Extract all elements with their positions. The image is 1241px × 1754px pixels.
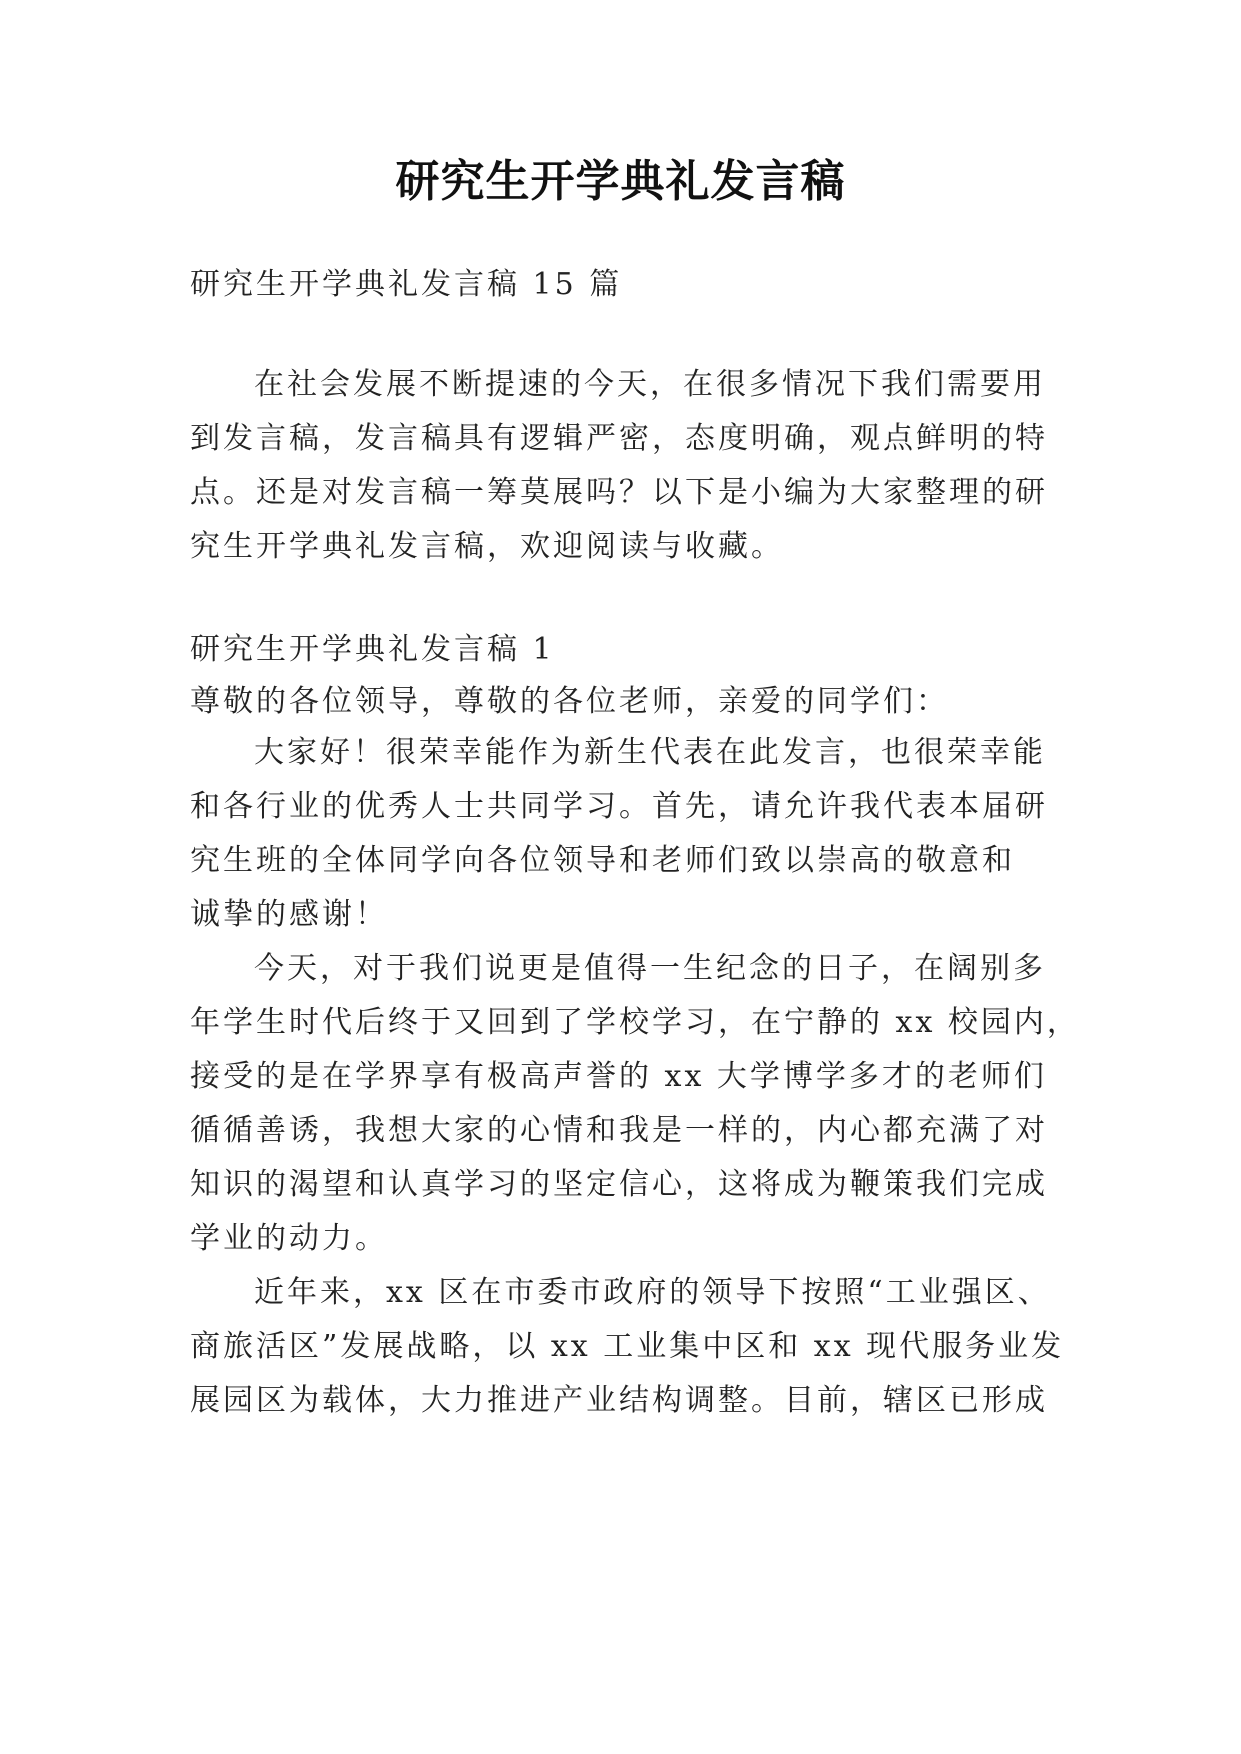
intro-line-3: 点。还是对发言稿一筹莫展吗？以下是小编为大家整理的研 [190, 475, 1048, 510]
intro-line-2: 到发言稿，发言稿具有逻辑严密，态度明确，观点鲜明的特 [190, 421, 1048, 456]
para3-line-1: 近年来，xx 区在市委市政府的领导下按照“工业强区、 [254, 1275, 1051, 1310]
para2-line-2: 年学生时代后终于又回到了学校学习，在宁静的 xx 校园内， [190, 1005, 1080, 1040]
para2-line-6: 学业的动力。 [190, 1221, 388, 1256]
para2-line-5: 知识的渴望和认真学习的坚定信心，这将成为鞭策我们完成 [190, 1167, 1048, 1202]
para1-line-3: 究生班的全体同学向各位领导和老师们致以崇高的敬意和 [190, 843, 1015, 878]
para1-line-4: 诚挚的感谢！ [190, 897, 388, 932]
intro-line-1: 在社会发展不断提速的今天，在很多情况下我们需要用 [254, 367, 1046, 402]
para1-line-2: 和各行业的优秀人士共同学习。首先，请允许我代表本届研 [190, 789, 1048, 824]
para3-line-3: 展园区为载体，大力推进产业结构调整。目前，辖区已形成 [190, 1383, 1048, 1418]
section-heading: 研究生开学典礼发言稿 1 [190, 632, 555, 667]
document-subtitle: 研究生开学典礼发言稿 15 篇 [190, 267, 623, 302]
para2-line-3: 接受的是在学界享有极高声誉的 xx 大学博学多才的老师们 [190, 1059, 1047, 1094]
para3-line-2: 商旅活区”发展战略，以 xx 工业集中区和 xx 现代服务业发 [190, 1329, 1065, 1364]
intro-line-4: 究生开学典礼发言稿，欢迎阅读与收藏。 [190, 529, 784, 564]
para2-line-4: 循循善诱，我想大家的心情和我是一样的，内心都充满了对 [190, 1113, 1048, 1148]
para2-line-1: 今天，对于我们说更是值得一生纪念的日子，在阔别多 [254, 951, 1046, 986]
document-title: 研究生开学典礼发言稿 [395, 156, 846, 207]
salutation: 尊敬的各位领导，尊敬的各位老师，亲爱的同学们： [190, 684, 949, 719]
para1-line-1: 大家好！很荣幸能作为新生代表在此发言，也很荣幸能 [254, 735, 1046, 770]
